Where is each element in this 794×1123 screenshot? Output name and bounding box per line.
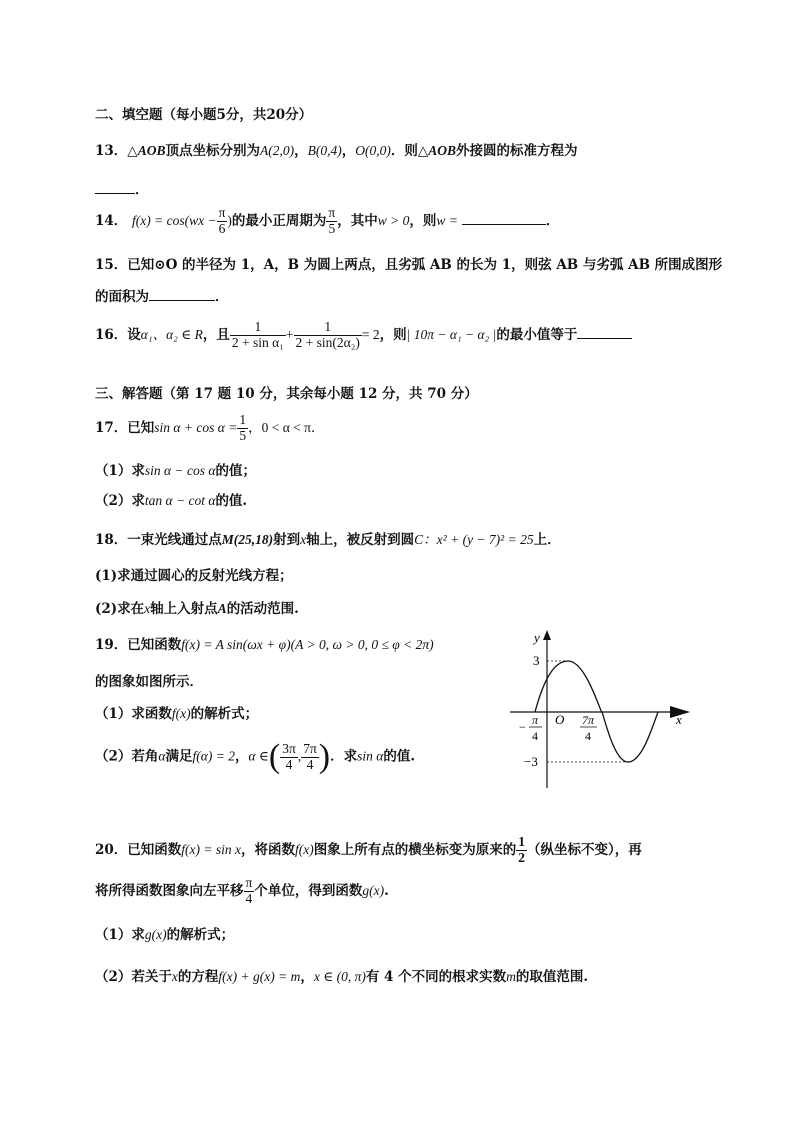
q17-p2-expr: tan α − cot α	[144, 493, 216, 508]
q13-end: ．	[135, 182, 149, 198]
q19-p2-a: （2）若角	[95, 748, 159, 765]
q14-frac2-den: 5	[328, 220, 336, 236]
q13-aob2: AOB	[428, 143, 456, 158]
q16-vars: α₁、α₂ ∈ R	[140, 326, 203, 342]
q15-end: ．	[215, 289, 229, 305]
q18-x: x	[300, 532, 307, 547]
q19-comma: ,	[297, 748, 302, 764]
q17-part2	[95, 489, 247, 509]
q14-number: 14．	[95, 212, 128, 229]
ytick-bottom: −3	[524, 754, 538, 769]
question-20	[95, 835, 642, 866]
q13-number: 13．	[95, 143, 128, 159]
q19-fr1-num: 3π	[282, 740, 296, 756]
q13-text-d: 外接圆的标准方程为	[455, 143, 578, 159]
q20-p2-d: 有 4 个不同的根求实数	[365, 969, 507, 985]
question-15-line1: 15．已知⊙O 的半径为 1，A，B 为圆上两点，且劣弧 AB 的长为 1，则弦 AB 与劣弧 AB 所围成图形	[95, 257, 723, 273]
q17-frac-num: 1	[239, 412, 247, 427]
q19-graph	[500, 628, 700, 793]
q13-aob: AOB	[137, 143, 166, 158]
q19-frac-3pi-4	[280, 742, 298, 773]
q13-sep1: ，	[294, 143, 308, 159]
q20-p2-c: ，	[300, 969, 314, 985]
q13-point-a: A(2,0)	[259, 143, 295, 158]
q13-text-a: △	[127, 143, 138, 159]
q19-frac-7pi-4	[301, 742, 319, 773]
question-16	[95, 320, 632, 351]
q19-paren-close: )	[318, 738, 331, 775]
q16-plus: +	[285, 326, 294, 342]
x-axis-label: x	[676, 712, 682, 727]
question-13	[95, 139, 577, 159]
q16-text-c: 的最小值等于	[496, 326, 578, 343]
question-17	[95, 413, 324, 444]
question-14	[95, 206, 559, 237]
q20-g: g(x)	[362, 882, 385, 898]
y-axis-label: y	[534, 630, 540, 645]
q20-p2-x: x	[171, 969, 178, 984]
q19-fr2-den: 4	[306, 756, 314, 772]
q19-p2-alpha: α	[158, 748, 166, 764]
origin-label: O	[555, 712, 565, 727]
q18-text-b: 轴上，被反射到圆	[306, 532, 415, 548]
q14-frac-pi-6	[217, 206, 228, 237]
q20-p2-m: m	[506, 969, 516, 984]
q19-p1-b: 的解析式；	[190, 706, 259, 722]
q20-p2-eq: f(x) + g(x) = m	[218, 969, 301, 984]
q17-p1-label: （1）求	[95, 463, 145, 479]
q20-line2	[95, 876, 389, 907]
q20-part1	[95, 923, 234, 943]
xtick-left-den: 4	[532, 729, 538, 743]
q18-part2	[95, 597, 299, 617]
xtick-left-num: π	[532, 713, 539, 727]
q20-shift-den: 4	[245, 890, 253, 906]
q18-text-c: 上．	[533, 532, 561, 548]
q17-frac-den: 5	[239, 427, 247, 443]
q13-point-b: B(0,4)	[307, 143, 342, 158]
q18-p2-a-point: A	[217, 601, 227, 616]
q14-func-lhs: f(x) = cos(wx −	[132, 212, 217, 228]
q20-p2-a: （2）若关于	[95, 969, 172, 985]
q14-frac2-num: π	[328, 205, 336, 220]
q18-p2-c: 的活动范围.	[226, 601, 299, 617]
q20-f: f(x) = sin x	[181, 841, 242, 857]
q17-p2-end: 的值.	[215, 493, 248, 509]
q18-number: 18．一束光线通过点	[95, 532, 222, 548]
q18-p2-x: x	[144, 601, 151, 616]
q19-p2-sin: sin α	[357, 748, 384, 764]
y-axis-arrow	[543, 630, 551, 640]
q19-fr1-den: 4	[285, 756, 293, 772]
q16-eq: = 2	[361, 326, 380, 342]
q18-part1: (1)求通过圆心的反射光线方程；	[95, 568, 293, 584]
q19-paren-open: (	[268, 738, 281, 775]
q14-cond: w > 0	[377, 212, 410, 228]
q20-p1-b: 的解析式；	[166, 927, 235, 943]
q14-answer-blank[interactable]	[462, 224, 546, 225]
q19-part1	[95, 702, 258, 722]
q13-answer-blank[interactable]	[95, 193, 135, 194]
q16-frac2-den: 2 + sin(2α₂)	[295, 334, 360, 350]
q20-p1-a: （1）求	[95, 927, 145, 943]
q20-line2-a: 将所得函数图象向左平移	[95, 882, 244, 899]
q18-p2-a: (2)求在	[95, 601, 145, 617]
q14-frac1-den: 6	[218, 220, 226, 236]
section-3-title: 三、解答题（第 17 题 10 分，其余每小题 12 分，共 70 分）	[95, 386, 478, 402]
q20-p1-g: g(x)	[144, 927, 167, 942]
q18-p2-b: 轴上入射点	[150, 601, 218, 617]
q16-frac1-den: 2 + sin α₁	[231, 334, 284, 350]
q20-p2-dom: x ∈ (0, π)	[313, 969, 366, 984]
q14-func-rhs: )	[227, 212, 232, 228]
q13-sep2: ，	[341, 143, 356, 159]
q15-line2-text: 的面积为	[95, 289, 149, 305]
q20-f2: f(x)	[295, 841, 314, 857]
q14-frac1-num: π	[218, 205, 226, 220]
q15-answer-blank[interactable]	[149, 300, 215, 301]
q20-number: 20．已知函数	[95, 841, 182, 858]
q20-half-num: 1	[518, 834, 525, 849]
q20-line2-c: .	[384, 882, 389, 899]
q14-text-a: 的最小正周期为	[231, 212, 327, 229]
q19-fr2-num: 7π	[303, 740, 317, 756]
q20-text-c: （纵坐标不变），再	[527, 841, 642, 858]
q13-answer-line	[95, 178, 149, 198]
q13-text-b: 顶点坐标分别为	[165, 143, 260, 159]
q20-p2-b: 的方程	[177, 969, 219, 985]
q17-eq-lhs: sin α + cos α =	[154, 419, 238, 435]
q16-frac1-num: 1	[230, 320, 286, 336]
q17-cond: ，0 < α < π．	[248, 419, 325, 435]
q19-p2-eq: f(α) = 2	[192, 748, 235, 764]
q20-text-b: 图象上所有点的横坐标变为原来的	[313, 841, 517, 858]
xtick-left-sign: −	[519, 720, 526, 734]
q19-func: f(x) = A sin(ωx + φ)(A > 0, ω > 0, 0 ≤ φ < 2π)	[181, 637, 434, 652]
q14-text-c: ，则	[409, 212, 437, 229]
q20-text-a: ，将函数	[241, 841, 296, 858]
q19-p2-d: ．求	[330, 748, 358, 765]
xtick-right-num: 7π	[582, 713, 595, 727]
q16-frac2-num: 1	[294, 320, 362, 336]
q16-text-a: ，且	[202, 326, 230, 343]
q20-shift-num: π	[245, 875, 253, 890]
q16-answer-blank[interactable]	[577, 338, 632, 339]
q17-p2-label: （2）求	[95, 493, 145, 509]
q14-end: ．	[545, 212, 560, 229]
q18-circle: C：x² + (y − 7)² = 25	[414, 532, 534, 547]
q19-p2-b: 满足	[165, 748, 193, 765]
question-15-line2	[95, 285, 229, 305]
q18-text-a: 射到	[273, 532, 301, 548]
q18-point: M(25,18)	[221, 532, 274, 547]
q16-number: 16．设	[95, 326, 141, 343]
q17-part1	[95, 459, 256, 479]
question-18	[95, 528, 561, 548]
q17-number: 17．已知	[95, 419, 155, 436]
ytick-top: 3	[533, 653, 540, 668]
question-19	[95, 633, 434, 653]
q20-half-den: 2	[518, 849, 525, 865]
q19-p2-c: ，	[234, 748, 249, 765]
q19-part2	[95, 740, 415, 774]
q19-line2: 的图象如图所示．	[95, 674, 203, 690]
q17-frac	[237, 413, 248, 444]
q19-number: 19．已知函数	[95, 637, 182, 653]
q14-text-b: ，其中	[337, 212, 378, 229]
q20-frac-shift	[244, 876, 255, 907]
section-2-title: 二、填空题（每小题5分，共20分）	[95, 107, 313, 123]
q20-p2-e: 的取值范围.	[515, 969, 589, 985]
q16-frac1	[230, 320, 286, 351]
q20-line2-b: 个单位，得到函数	[254, 882, 363, 899]
q13-text-c: ．则△	[390, 143, 429, 159]
q19-p2-in: α ∈	[248, 748, 269, 764]
q14-frac-pi-5	[326, 206, 337, 237]
q17-p1-expr: sin α − cos α	[144, 463, 216, 478]
q16-frac2	[294, 320, 362, 351]
q13-point-o: O(0,0)	[355, 143, 391, 158]
q14-ask: w =	[436, 212, 458, 228]
q20-part2	[95, 965, 588, 985]
q19-p1-a: （1）求函数	[95, 706, 172, 722]
q16-expr: | 10π − α₁ − α₂ |	[406, 326, 497, 342]
q17-p1-end: 的值；	[215, 463, 256, 479]
q19-p1-f: f(x)	[171, 706, 191, 721]
xtick-right-den: 4	[585, 729, 591, 743]
q19-p2-e: 的值.	[383, 748, 416, 765]
q20-frac-half	[516, 835, 527, 866]
q16-text-b: ，则	[379, 326, 407, 343]
